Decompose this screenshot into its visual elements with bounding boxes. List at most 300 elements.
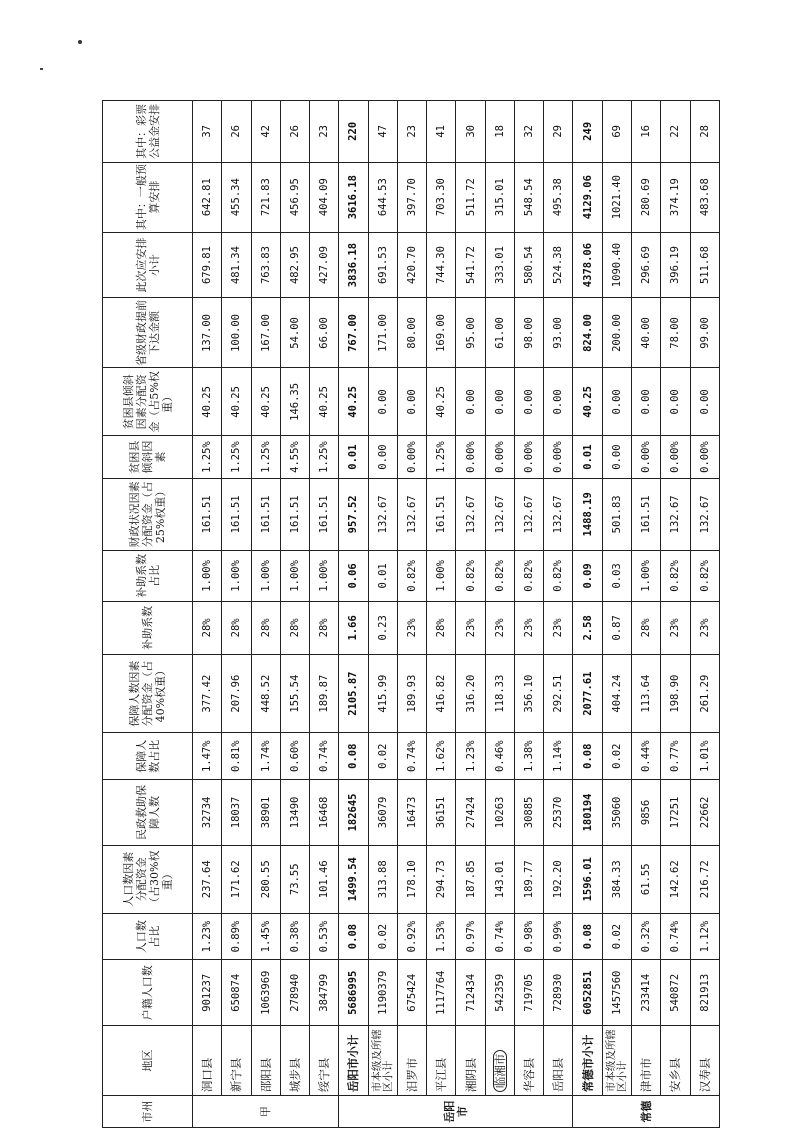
value-cell: 703.30 [427,162,456,232]
table-row [222,101,251,1128]
value-cell: 384799 [310,960,339,1026]
value-cell: 1.74% [251,733,280,780]
value-cell: 200.00 [602,298,631,368]
header-cell: 保障人数因素分配资金（占40%权重） [103,654,193,733]
value-cell: 824.00 [573,298,602,368]
region-cell [485,1026,514,1096]
value-cell: 40.25 [573,368,602,436]
value-cell: 0.08 [573,913,602,960]
value-cell: 296.69 [631,232,660,298]
value-cell: 0.00 [544,368,573,436]
value-cell: 1.66 [339,601,368,654]
value-cell: 524.38 [544,232,573,298]
value-cell: 356.10 [514,654,543,733]
value-cell: 54.00 [280,298,309,368]
table-row [544,101,573,1128]
value-cell: 0.09 [573,550,602,601]
header-cell: 其中：一般预算安排 [103,162,193,232]
value-cell: 4.55% [280,436,309,478]
value-cell: 18 [485,101,514,163]
header-row [103,101,193,1128]
value-cell: 35060 [602,780,631,846]
table-row [456,101,485,1128]
value-cell: 1.47% [193,733,222,780]
value-cell: 187.85 [456,845,485,913]
value-cell: 0.82% [661,550,690,601]
region-name: 市本级及所辖区小计 [370,1029,394,1093]
region-name: 湘阴县 [463,1057,478,1093]
value-cell: 3836.18 [339,232,368,298]
value-cell: 1.12% [690,913,719,960]
value-cell: 1021.40 [602,162,631,232]
value-cell: 0.82% [485,550,514,601]
value-cell: 644.53 [368,162,397,232]
region-name: 华容县 [522,1057,537,1093]
value-cell: 0.98% [514,913,543,960]
value-cell: 763.83 [251,232,280,298]
table-row [573,101,602,1128]
value-cell: 313.88 [368,845,397,913]
value-cell: 280.69 [631,162,660,232]
value-cell: 233414 [631,960,660,1026]
value-cell: 719705 [514,960,543,1026]
value-cell: 456.95 [280,162,309,232]
value-cell: 30885 [514,780,543,846]
value-cell: 161.51 [251,478,280,550]
header-cell: 补助系数占比 [103,550,193,601]
value-cell: 23% [690,601,719,654]
value-cell: 0.89% [222,913,251,960]
value-cell: 28% [427,601,456,654]
value-cell: 146.35 [280,368,309,436]
value-cell: 0.06 [339,550,368,601]
value-cell: 0.82% [456,550,485,601]
value-cell: 580.54 [514,232,543,298]
region-cell [544,1026,573,1096]
region-name: 平江县 [434,1057,449,1093]
value-cell: 171.00 [368,298,397,368]
value-cell: 13490 [280,780,309,846]
value-cell: 189.87 [310,654,339,733]
city-marker: 甲 [259,1106,273,1118]
header-cell: 贫困县倾斜因素 [103,436,193,478]
value-cell: 182645 [339,780,368,846]
table-row [397,101,426,1128]
region-name: 绥宁县 [317,1057,332,1093]
value-cell: 548.54 [514,162,543,232]
region-cell [222,1026,251,1096]
value-cell: 542359 [485,960,514,1026]
value-cell: 0.00 [602,436,631,478]
value-cell: 23% [485,601,514,654]
value-cell: 98.00 [514,298,543,368]
value-cell: 42 [251,101,280,163]
value-cell: 0.00 [456,368,485,436]
header-cell: 民政救助保障人数 [103,780,193,846]
value-cell: 143.01 [485,845,514,913]
value-cell: 78.00 [661,298,690,368]
value-cell: 28% [631,601,660,654]
value-cell: 1.45% [251,913,280,960]
value-cell: 69 [602,101,631,163]
region-name: 市本级及所辖区小计 [604,1029,628,1093]
value-cell: 18037 [222,780,251,846]
value-cell: 1063969 [251,960,280,1026]
value-cell: 0.01 [368,550,397,601]
value-cell: 216.72 [690,845,719,913]
value-cell: 0.02 [602,733,631,780]
value-cell: 220 [339,101,368,163]
value-cell: 0.00 [368,368,397,436]
value-cell: 16468 [310,780,339,846]
value-cell: 40.25 [251,368,280,436]
value-cell: 1.53% [427,913,456,960]
value-cell: 40.25 [310,368,339,436]
region-cell [368,1026,397,1096]
region-cell [427,1026,456,1096]
value-cell: 93.00 [544,298,573,368]
value-cell: 100.00 [222,298,251,368]
value-cell: 0.00 [690,368,719,436]
value-cell: 0.01 [573,436,602,478]
value-cell: 40.25 [222,368,251,436]
value-cell: 0.00% [514,436,543,478]
region-name: 常德市小计 [580,1034,595,1093]
value-cell: 0.00 [514,368,543,436]
value-cell: 1.00% [631,550,660,601]
value-cell: 404.24 [602,654,631,733]
table-row [602,101,631,1128]
value-cell: 0.23 [368,601,397,654]
region-cell [397,1026,426,1096]
value-cell: 161.51 [631,478,660,550]
value-cell: 1.25% [427,436,456,478]
value-cell: 511.68 [690,232,719,298]
value-cell: 16 [631,101,660,163]
value-cell: 1.23% [193,913,222,960]
value-cell: 189.77 [514,845,543,913]
value-cell: 26 [280,101,309,163]
header-cell: 人口数占比 [103,913,193,960]
value-cell: 333.01 [485,232,514,298]
table-row [251,101,280,1128]
table-row [631,101,660,1128]
value-cell: 1.00% [193,550,222,601]
header-cell: 财政状况因素分配资金（占25%权重） [103,478,193,550]
region-name: 汨罗市 [404,1057,419,1093]
value-cell: 61.00 [485,298,514,368]
value-cell: 0.92% [397,913,426,960]
header-cell: 贫困县倾斜因素分配资金（占5%权重） [103,368,193,436]
city-cell-marker [193,1096,339,1128]
region-cell [193,1026,222,1096]
region-cell [280,1026,309,1096]
city-name: 岳阳市 [442,1100,469,1123]
value-cell: 0.00% [456,436,485,478]
value-cell: 23% [661,601,690,654]
value-cell: 448.52 [251,654,280,733]
table-row [485,101,514,1128]
value-cell: 0.01 [339,436,368,478]
value-cell: 415.99 [368,654,397,733]
value-cell: 901237 [193,960,222,1026]
value-cell: 23% [544,601,573,654]
value-cell: 198.90 [661,654,690,733]
table-row [280,101,309,1128]
value-cell: 28 [690,101,719,163]
value-cell: 0.74% [661,913,690,960]
value-cell: 28% [251,601,280,654]
value-cell: 821913 [690,960,719,1026]
value-cell: 23% [397,601,426,654]
region-cell [602,1026,631,1096]
value-cell: 40.25 [339,368,368,436]
value-cell: 420.70 [397,232,426,298]
value-cell: 691.53 [368,232,397,298]
header-cell: 市州 [103,1096,193,1128]
value-cell: 61.55 [631,845,660,913]
value-cell: 540872 [661,960,690,1026]
value-cell: 40.00 [631,298,660,368]
header-cell: 其中：彩票公益金安排 [103,101,193,163]
value-cell: 26 [222,101,251,163]
value-cell: 1499.54 [339,845,368,913]
value-cell: 455.34 [222,162,251,232]
region-cell [514,1026,543,1096]
value-cell: 1090.40 [602,232,631,298]
value-cell: 374.19 [661,162,690,232]
value-cell: 23 [397,101,426,163]
value-cell: 41 [427,101,456,163]
value-cell: 721.83 [251,162,280,232]
value-cell: 80.00 [397,298,426,368]
value-cell: 25370 [544,780,573,846]
value-cell: 23% [456,601,485,654]
value-cell: 0.00 [397,368,426,436]
value-cell: 73.55 [280,845,309,913]
value-cell: 1.00% [280,550,309,601]
value-cell: 316.20 [456,654,485,733]
value-cell: 396.19 [661,232,690,298]
region-cell [310,1026,339,1096]
region-cell [456,1026,485,1096]
value-cell: 36079 [368,780,397,846]
value-cell: 2.58 [573,601,602,654]
value-cell: 1596.01 [573,845,602,913]
region-name: 汉寿县 [697,1057,712,1093]
value-cell: 0.00% [631,436,660,478]
value-cell: 189.93 [397,654,426,733]
value-cell: 169.00 [427,298,456,368]
value-cell: 23 [310,101,339,163]
value-cell: 0.08 [573,733,602,780]
value-cell: 23% [514,601,543,654]
value-cell: 118.33 [485,654,514,733]
value-cell: 3616.18 [339,162,368,232]
table-row [690,101,719,1128]
value-cell: 0.00 [602,368,631,436]
value-cell: 0.74% [485,913,514,960]
value-cell: 0.32% [631,913,660,960]
value-cell: 1488.19 [573,478,602,550]
value-cell: 0.08 [339,913,368,960]
value-cell: 0.03 [602,550,631,601]
value-cell: 0.00 [368,436,397,478]
value-cell: 0.74% [397,733,426,780]
region-name: 临湘市 [493,1050,507,1093]
value-cell: 47 [368,101,397,163]
value-cell: 66.00 [310,298,339,368]
value-cell: 37 [193,101,222,163]
value-cell: 28% [193,601,222,654]
value-cell: 155.54 [280,654,309,733]
value-cell: 30 [456,101,485,163]
value-cell: 237.64 [193,845,222,913]
value-cell: 650874 [222,960,251,1026]
value-cell: 28% [222,601,251,654]
value-cell: 40.25 [427,368,456,436]
value-cell: 1.25% [222,436,251,478]
value-cell: 1.00% [310,550,339,601]
value-cell: 207.96 [222,654,251,733]
value-cell: 161.51 [280,478,309,550]
value-cell: 957.52 [339,478,368,550]
region-name: 新宁县 [229,1057,244,1093]
region-cell [661,1026,690,1096]
value-cell: 178.10 [397,845,426,913]
value-cell: 675424 [397,960,426,1026]
value-cell: 40.25 [193,368,222,436]
value-cell: 1.23% [456,733,485,780]
value-cell: 161.51 [193,478,222,550]
value-cell: 180194 [573,780,602,846]
value-cell: 16473 [397,780,426,846]
region-cell [339,1026,368,1096]
value-cell: 5686995 [339,960,368,1026]
value-cell: 4378.06 [573,232,602,298]
value-cell: 0.87 [602,601,631,654]
value-cell: 0.44% [631,733,660,780]
region-name: 洞口县 [200,1057,215,1093]
region-cell [631,1026,660,1096]
value-cell: 2077.61 [573,654,602,733]
value-cell: 377.42 [193,654,222,733]
value-cell: 0.02 [368,913,397,960]
region-name: 城步县 [287,1057,302,1093]
value-cell: 292.51 [544,654,573,733]
value-cell: 99.00 [690,298,719,368]
value-cell: 501.83 [602,478,631,550]
value-cell: 95.00 [456,298,485,368]
value-cell: 32 [514,101,543,163]
region-name: 安乡县 [668,1057,683,1093]
rotated-table-wrapper [102,100,720,1128]
value-cell: 1.62% [427,733,456,780]
value-cell: 483.68 [690,162,719,232]
value-cell: 427.09 [310,232,339,298]
header-cell: 此次应安排小计 [103,232,193,298]
value-cell: 132.67 [514,478,543,550]
value-cell: 541.72 [456,232,485,298]
value-cell: 404.09 [310,162,339,232]
value-cell: 36151 [427,780,456,846]
region-name: 岳阳县 [551,1057,566,1093]
table-row [193,101,222,1128]
value-cell: 0.00% [397,436,426,478]
value-cell: 27424 [456,780,485,846]
value-cell: 416.82 [427,654,456,733]
value-cell: 744.30 [427,232,456,298]
value-cell: 161.51 [222,478,251,550]
city-cell-yueyang [339,1096,573,1128]
value-cell: 1.14% [544,733,573,780]
table-row [339,101,368,1128]
value-cell: 278940 [280,960,309,1026]
value-cell: 481.34 [222,232,251,298]
region-cell [573,1026,602,1096]
value-cell: 1.25% [310,436,339,478]
value-cell: 315.01 [485,162,514,232]
value-cell: 397.70 [397,162,426,232]
value-cell: 0.82% [690,550,719,601]
value-cell: 132.67 [544,478,573,550]
value-cell: 101.46 [310,845,339,913]
value-cell: 28% [310,601,339,654]
value-cell: 0.02 [368,733,397,780]
value-cell: 6052851 [573,960,602,1026]
value-cell: 137.00 [193,298,222,368]
value-cell: 32734 [193,780,222,846]
header-cell: 补助系数 [103,601,193,654]
value-cell: 0.74% [310,733,339,780]
value-cell: 482.95 [280,232,309,298]
region-name: 津市市 [639,1057,654,1093]
value-cell: 1457560 [602,960,631,1026]
value-cell: 1.38% [514,733,543,780]
value-cell: 0.00 [661,368,690,436]
allocation-table [102,100,720,1128]
value-cell: 495.38 [544,162,573,232]
value-cell: 2105.87 [339,654,368,733]
table-row [514,101,543,1128]
value-cell: 29 [544,101,573,163]
value-cell: 1117764 [427,960,456,1026]
value-cell: 132.67 [368,478,397,550]
value-cell: 161.51 [427,478,456,550]
value-cell: 4129.06 [573,162,602,232]
value-cell: 17251 [661,780,690,846]
value-cell: 132.67 [397,478,426,550]
value-cell: 0.02 [602,913,631,960]
city-name: 常德 [639,1100,653,1123]
value-cell: 0.82% [514,550,543,601]
value-cell: 728930 [544,960,573,1026]
value-cell: 38901 [251,780,280,846]
value-cell: 1.00% [222,550,251,601]
value-cell: 280.55 [251,845,280,913]
value-cell: 28% [280,601,309,654]
value-cell: 261.29 [690,654,719,733]
header-cell: 地区 [103,1026,193,1096]
value-cell: 0.38% [280,913,309,960]
value-cell: 1.00% [427,550,456,601]
header-cell: 省级财政提前下达金额 [103,298,193,368]
header-cell: 户籍人口数 [103,960,193,1026]
value-cell: 132.67 [485,478,514,550]
value-cell: 0.99% [544,913,573,960]
value-cell: 0.46% [485,733,514,780]
value-cell: 171.62 [222,845,251,913]
